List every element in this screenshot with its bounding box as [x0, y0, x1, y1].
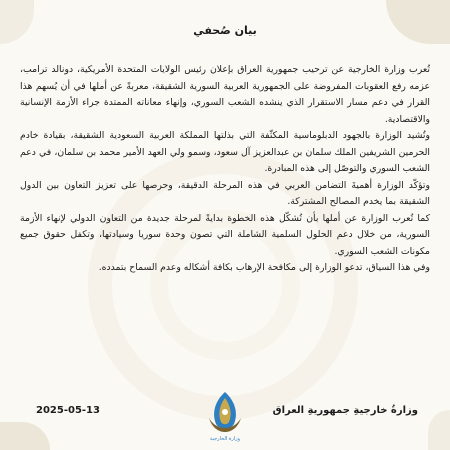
statement-body: [20, 62, 430, 277]
statement-title: بيان صُحفي: [193, 24, 257, 37]
paragraph-3: وتؤكّد الوزارة أهميةَ التضامن العربي في هذه المرحلة الدقيقة، وحرصها على تعزيز التعاون بين الدول الشقيقة بما يخدم المصالح المشتركة.: [20, 179, 430, 207]
ministry-emblem-icon: [200, 388, 250, 444]
corner-decoration-top-right: [386, 0, 450, 44]
corner-decoration-bottom-left: [0, 422, 50, 450]
ministry-signature: وزارةُ خارجيةِ جمهوريةِ العراق: [272, 405, 418, 416]
paragraph-4: كما تُعرب الوزارة عن أملها بأن تُشكّل هذه الخطوة بدايةً لمرحلة جديدة من التعاون الدولي لإنهاء الأزمة السورية، من خلال دعم الحلول السلمية الشاملة التي تصون وحدة سوريا وسيادتها، وتكفل حقوق جميع مكونات الشعب السوري.: [20, 212, 430, 257]
corner-decoration-top-left: [0, 0, 34, 44]
paragraph-1: تُعرب وزارة الخارجية عن ترحيب جمهورية العراق بإعلان رئيس الولايات المتحدة الأمريكية، دونالد ترامب، عزمه رفع العقوبات المفروضة على الجمهورية العربية السورية الشقيقة، معربةً عن أملها في أن يُسهم هذا القرار في دعم مسار الاستقرار الذي ينشده الشعب السوري، وإنهاء معاناته الممتدة جراء الأزمة الإنسانية والاقتصادية.: [20, 64, 430, 125]
paragraph-5: وفي هذا السياق، تدعو الوزارة إلى مكافحة الإرهاب بكافة أشكاله وعدم السماح بتمدده.: [98, 262, 430, 273]
paragraph-2: وتُشيد الوزارة بالجهود الدبلوماسية المكثّفة التي بذلتها المملكة العربية السعودية الشقيقة، بقيادة خادم الحرمين الشريفين الملك سلمان بن عبدالعزيز آل سعود، وسمو ولي العهد الأمير محمد بن سلمان، في دعم الشعب السوري والتوصّل إلى هذه المبادرة.: [20, 130, 430, 174]
statement-date: 2025-05-13: [36, 405, 100, 416]
emblem-caption: وزارة الخارجية: [209, 436, 241, 442]
corner-decoration-bottom-right: [428, 410, 450, 450]
